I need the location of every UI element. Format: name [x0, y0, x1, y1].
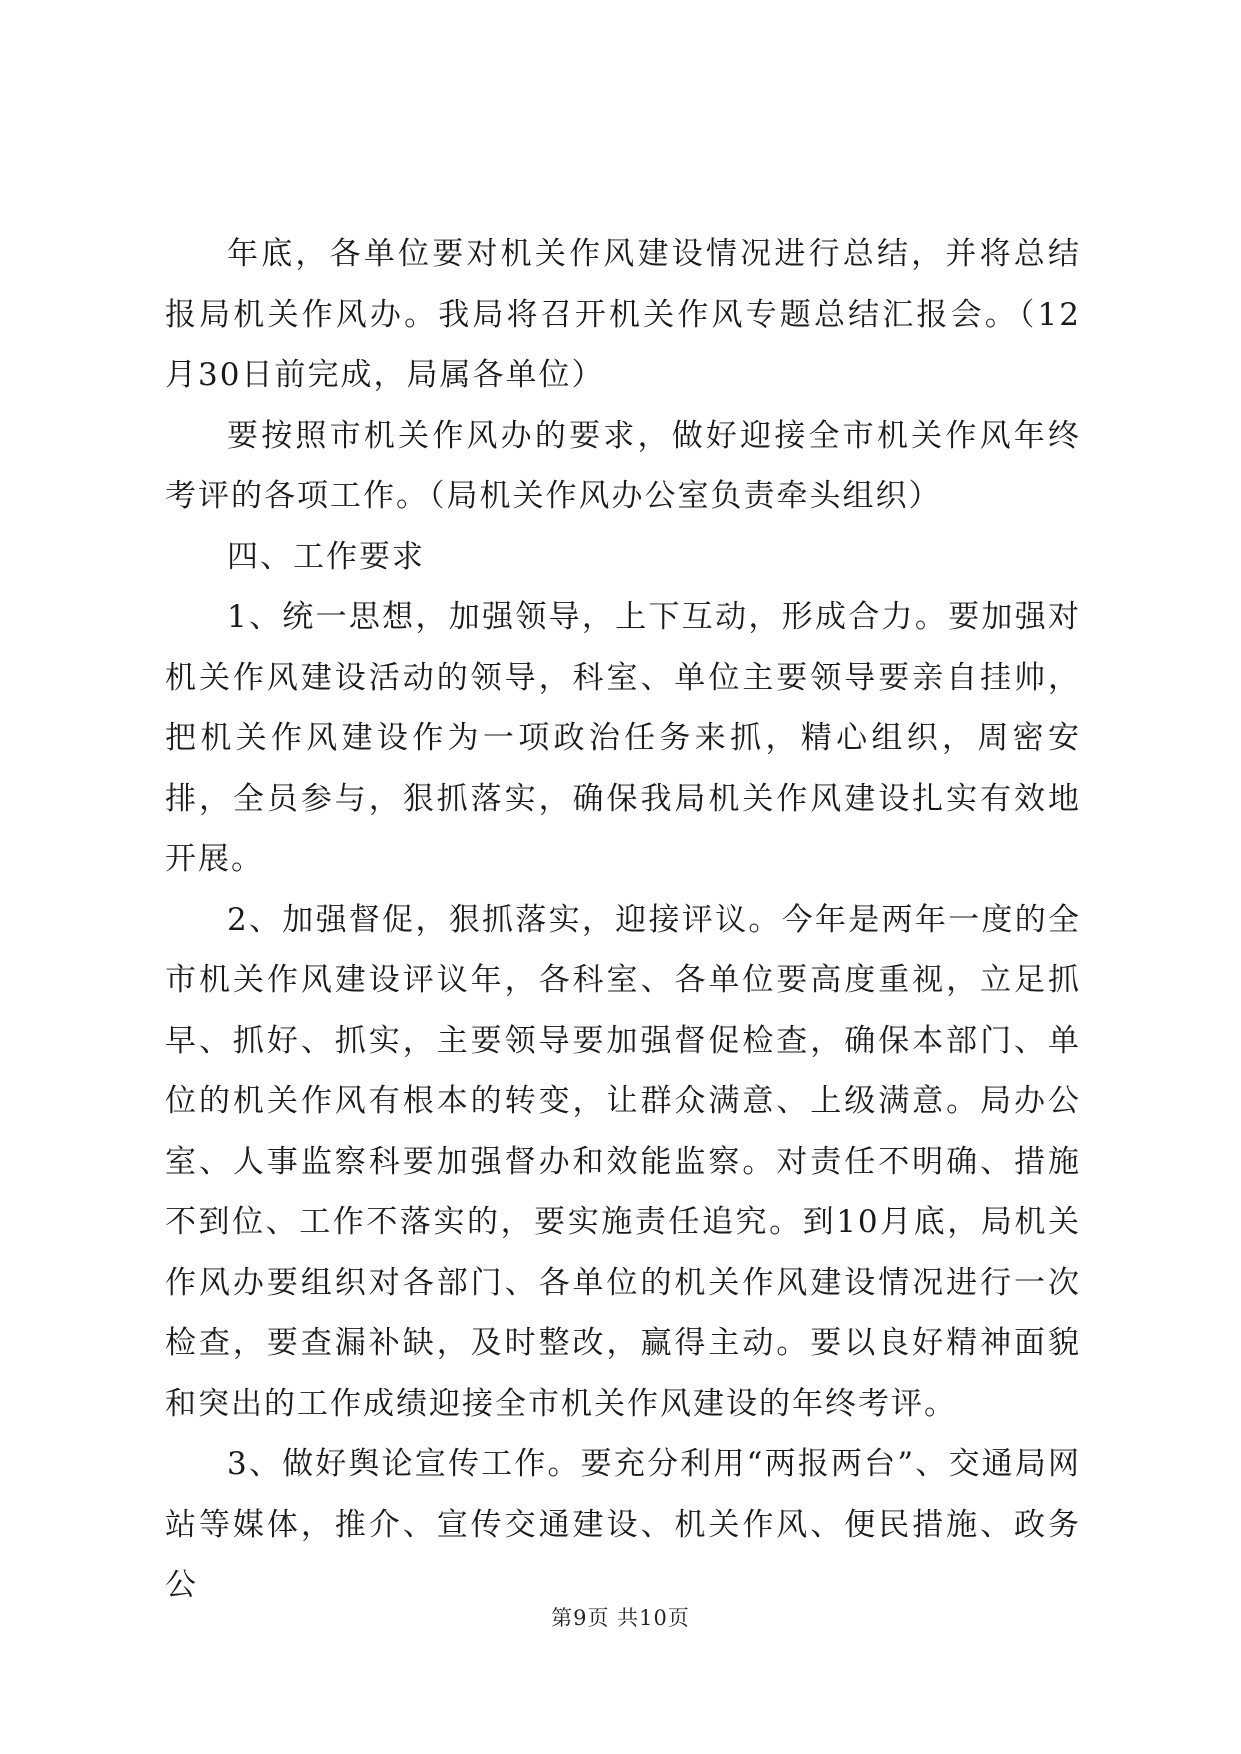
paragraph-evaluation: 要按照市机关作风办的要求，做好迎接全市机关作风年终考评的各项工作。（局机关作风办公室负责牵头组织） [165, 417, 1081, 514]
paragraph-summary: 年底，各单位要对机关作风建设情况进行总结，并将总结报局机关作风办。我局将召开机关作风专题总结汇报会。（12月30日前完成，局属各单位） [165, 236, 1081, 393]
section-heading-requirements: 四、工作要求 [227, 538, 425, 575]
document-body [165, 224, 1081, 1616]
page-number-footer: 第9页 共10页 [551, 1606, 690, 1630]
paragraph-requirement-3: 3、做好舆论宣传工作。要充分利用“两报两台”、交通局网站等媒体，推介、宣传交通建设、机关作风、便民措施、政务公 [165, 1446, 1081, 1603]
paragraph-requirement-2: 2、加强督促，狠抓落实，迎接评议。今年是两年一度的全市机关作风建设评议年，各科室、各单位要高度重视，立足抓早、抓好、抓实，主要领导要加强督促检查，确保本部门、单位的机关作风有根本的转变，让群众满意、上级满意。局办公室、人事监察科要加强督办和效能监察。对责任不明确、措施不到位、工作不落实的，要实施责任追究。到10月底，局机关作风办要组织对各部门、各单位的机关作风建设情况进行一次检查，要查漏补缺，及时整改，赢得主动。要以良好精神面貌和突出的工作成绩迎接全市机关作风建设的年终考评。 [165, 901, 1081, 1422]
paragraph-requirement-1: 1、统一思想，加强领导，上下互动，形成合力。要加强对机关作风建设活动的领导，科室、单位主要领导要亲自挂帅，把机关作风建设作为一项政治任务来抓，精心组织，周密安排，全员参与，狠抓落实，确保我局机关作风建设扎实有效地开展。 [165, 599, 1081, 877]
